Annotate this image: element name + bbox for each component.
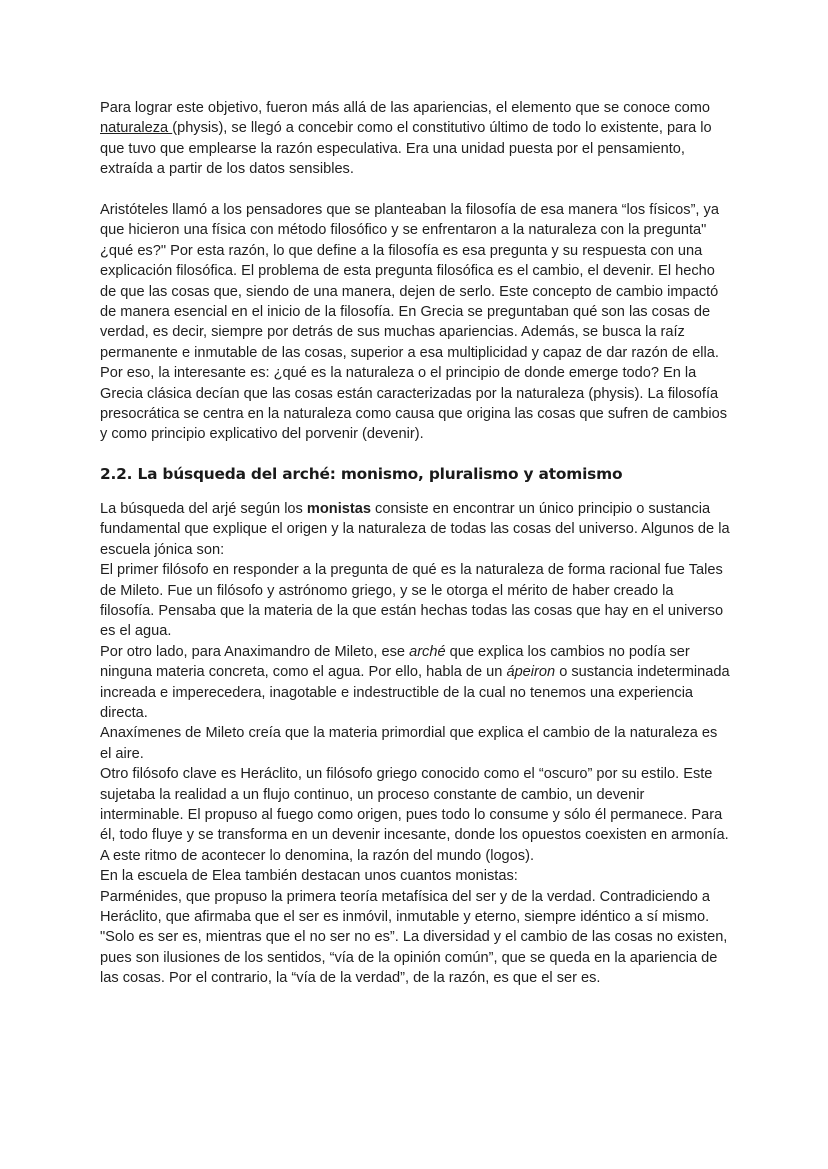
intro-paragraph-2: Aristóteles llamó a los pensadores que se planteaban la filosofía de esa manera “los físicos”, ya que hicieron una física con método filosófico y se enfrentaron a la naturaleza con la pregunta" ¿qué es?" Por esta razón, lo que define a la filosofía es esa pregunta y su respuesta con una explicación filosófica. El problema de esta pregunta filosófica es el cambio, el devenir. El hecho de que las cosas que, siendo de una manera, dejen de serlo. Este concepto de cambio impactó de manera esencial en el inicio de la filosofía. En Grecia se preguntaban qué son las cosas de verdad, es decir, siempre por detrás de sus muchas apariencias. Además, se busca la raíz permanente e inmutable de las cosas, superior a esa multiplicidad y capaz de dar razón de ella. Por eso, la interesante es: ¿qué es la naturaleza o el principio de donde emerge todo? En la Grecia clásica decían que las cosas están caracterizadas por la naturaleza (physis). La filosofía presocrática se centra en la naturaleza como causa que origina las cosas que sufren de cambios y como principio explicativo del porvenir (devenir). (100, 202, 728, 443)
section-paragraph-parmenides: Parménides, que propuso la primera teoría metafísica del ser y de la verdad. Contradiciendo a Heráclito, que afirmaba que el ser es inmóvil, inmutable y eterno, siempre idéntico a sí mismo. "Solo es ser es, mientras que el no ser no es”. La diversidad y el cambio de las cosas no existen, pues son ilusiones de los sentidos, “vía de la opinión común”, que se queda en la apariencia de las cosas. Por el contrario, la “vía de la verdad”, de la razón, es que el ser es. (100, 888, 728, 987)
section-paragraph-anaximenes: Anaxímenes de Mileto creía que la materia primordial que explica el cambio de la naturaleza es el aire. (100, 725, 718, 762)
text-segment: o sustancia indeterminada increada e imperecedera, inagotable e indestructible de la cual no tenemos una experiencia directa. (100, 664, 730, 721)
section-paragraph-anaximandro (100, 642, 730, 724)
bold-term-monistas: monistas (306, 500, 371, 517)
section-paragraph-elea: En la escuela de Elea también destacan unos cuantos monistas: (100, 868, 518, 885)
intro-paragraph-1 (100, 98, 730, 180)
text-segment: La búsqueda del arjé según los (100, 500, 307, 517)
section-paragraph-1 (100, 499, 730, 560)
text-segment: Para lograr este objetivo, fueron más allá de las apariencias, el elemento que se conoce como (100, 100, 711, 116)
section-paragraph-tales: El primer filósofo en responder a la pregunta de qué es la naturaleza de forma racional fue Tales de Mileto. Fue un filósofo y astrónomo griego, y se le otorga el mérito de haber creado la filosofía. Pensaba que la materia de la que están hechas todas las cosas que hay en el universo es el agua. (100, 562, 724, 640)
section-paragraph-heraclito: Otro filósofo clave es Heráclito, un filósofo griego conocido como el “oscuro” por su estilo. Este sujetaba la realidad a un flujo continuo, un proceso constante de cambio, un devenir interminable. El propuso al fuego como origen, pues todo lo consume y sólo él permanece. Para él, todo fluye y se transforma en un devenir incesante, donde los opuestos coexisten en armonía. A este ritmo de acontecer lo denomina, la razón del mundo (logos). (100, 766, 729, 864)
underlined-term-naturaleza: naturaleza (100, 120, 173, 137)
paragraph-spacer (100, 180, 730, 200)
italic-term-arche: arché (409, 643, 446, 660)
text-segment: que explica los cambios no podía ser ninguna materia concreta, como el agua. Por ello, habla de un (100, 643, 690, 681)
text-segment: Por otro lado, para Anaximandro de Mileto, ese (100, 643, 410, 660)
text-segment: consiste en encontrar un único principio o sustancia fundamental que explique el origen y la naturaleza de todas las cosas del universo. Algunos de la escuela jónica son: (100, 500, 730, 558)
text-segment: (physis), se llegó a concebir como el constitutivo último de todo lo existente, para lo que tuvo que emplearse la razón especulativa. Era una unidad puesta por el pensamiento, extraída a partir de los datos sensibles. (100, 120, 712, 178)
section-heading: 2.2. La búsqueda del arché: monismo, pluralismo y atomismo (100, 464, 623, 483)
italic-term-apeiron: ápeiron (506, 664, 556, 681)
document-page (100, 98, 730, 989)
